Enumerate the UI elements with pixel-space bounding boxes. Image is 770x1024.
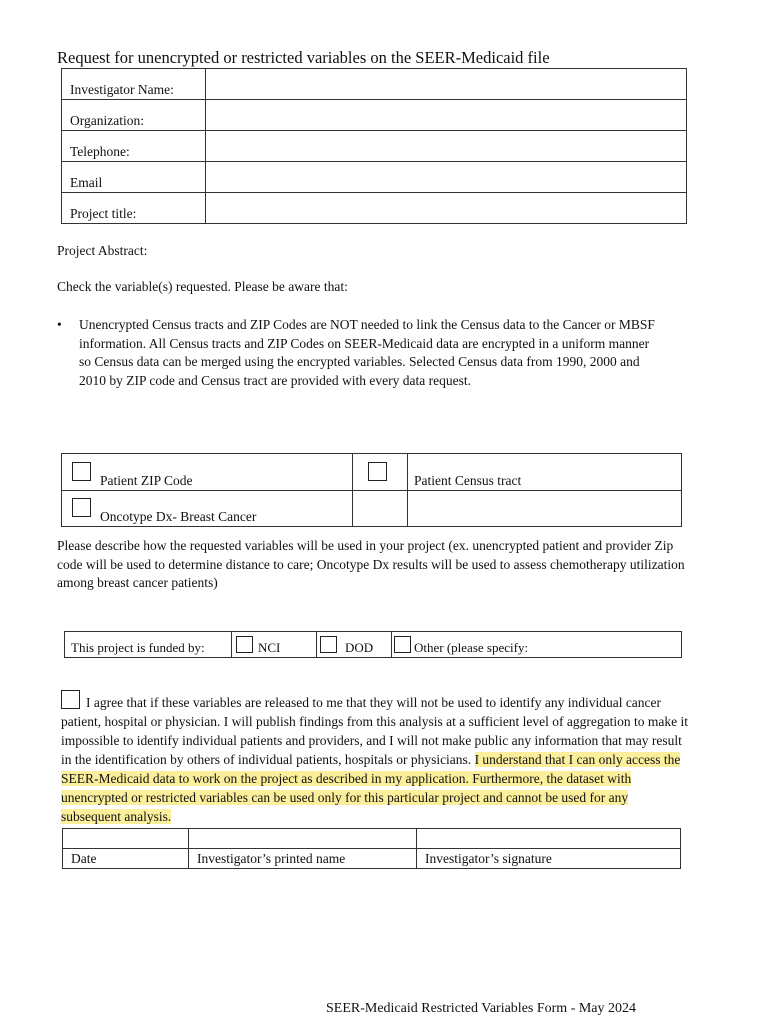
telephone-label: Telephone: — [62, 131, 206, 162]
organization-field[interactable] — [206, 100, 687, 131]
investigator-info-table — [61, 68, 687, 224]
dod-checkbox[interactable] — [320, 636, 337, 653]
variables-row-2 — [62, 491, 682, 527]
info-row-organization — [62, 100, 687, 131]
nci-label: NCI — [258, 640, 281, 655]
census-tract-checkbox[interactable] — [368, 462, 387, 481]
census-checkbox-cell — [353, 454, 408, 491]
email-label: Email — [62, 162, 206, 193]
agreement-statement — [61, 690, 691, 826]
empty-cell — [408, 491, 682, 527]
info-row-project-title — [62, 193, 687, 224]
investigator-name-field[interactable] — [206, 69, 687, 100]
printed-name-field[interactable] — [189, 829, 417, 849]
census-note — [57, 316, 677, 390]
check-instruction: Check the variable(s) requested. Please be aware that: — [57, 279, 348, 294]
signature-label-row — [63, 849, 681, 869]
signature-label: Investigator’s signature — [417, 849, 681, 869]
zip-code-cell — [62, 454, 353, 491]
signature-field[interactable] — [417, 829, 681, 849]
other-cell — [392, 632, 682, 658]
oncotype-label: Oncotype Dx- Breast Cancer — [100, 509, 257, 524]
zip-code-label: Patient ZIP Code — [100, 473, 193, 488]
variables-row-1 — [62, 454, 682, 491]
agreement-text: I agree that if these variables are released to me that they will not be used to identify any individual cancer patient, hospital or physician. I will publish findings from this analysis at a sufficient level of aggregation to make it impossible to identify individual patients and providers, and I will not make public any information that may result in the identification by others of individual patients, hospitals or physicians. — [61, 695, 688, 767]
agreement-highlighted-text: I understand that I can only access the SEER-Medicaid data to work on the project as described in my application. Furthermore, the dataset with unencrypted or restricted variables can be used only for this particular project and cannot be used for any subsequent analysis. — [61, 752, 681, 824]
investigator-name-label: Investigator Name: — [62, 69, 206, 100]
census-note-text: Unencrypted Census tracts and ZIP Codes are NOT needed to link the Census data to the Cancer or MBSF information. All Census tracts and ZIP Codes on SEER-Medicaid data are encrypted in a uniform manner so Census data can be merged using the encrypted variables. Selected Census data from 1990, 2000 and 2010 by ZIP code and Census tract are provided with every data request. — [79, 317, 655, 388]
agreement-checkbox[interactable] — [61, 690, 80, 709]
signature-table — [62, 828, 681, 869]
nci-checkbox[interactable] — [236, 636, 253, 653]
date-field[interactable] — [63, 829, 189, 849]
info-row-email — [62, 162, 687, 193]
nci-cell — [232, 632, 317, 658]
other-checkbox[interactable] — [394, 636, 411, 653]
dod-label: DOD — [345, 640, 374, 655]
project-title-field[interactable] — [206, 193, 687, 224]
date-label: Date — [63, 849, 189, 869]
signature-input-row — [63, 829, 681, 849]
funding-row — [65, 632, 682, 658]
dod-cell — [317, 632, 392, 658]
oncotype-cell — [62, 491, 353, 527]
bullet-icon: • — [57, 317, 62, 332]
zip-code-checkbox[interactable] — [72, 462, 91, 481]
project-abstract-label: Project Abstract: — [57, 243, 148, 258]
email-field[interactable] — [206, 162, 687, 193]
telephone-field[interactable] — [206, 131, 687, 162]
empty-cell — [353, 491, 408, 527]
page-footer: SEER-Medicaid Restricted Variables Form - May 2024 — [326, 1001, 637, 1016]
funding-table — [64, 631, 682, 658]
other-label: Other (please specify: — [414, 640, 529, 655]
organization-label: Organization: — [62, 100, 206, 131]
project-title-label: Project title: — [62, 193, 206, 224]
usage-description: Please describe how the requested variables will be used in your project (ex. unencrypted patient and provider Zip code will be used to determine distance to care; Oncotype Dx results will be used to assess chemotherapy utilization among breast cancer patients) — [57, 538, 685, 590]
printed-name-label: Investigator’s printed name — [189, 849, 417, 869]
funded-by-label: This project is funded by: — [65, 632, 232, 658]
info-row-telephone — [62, 131, 687, 162]
variables-table — [61, 453, 682, 527]
info-row-investigator-name — [62, 69, 687, 100]
oncotype-checkbox[interactable] — [72, 498, 91, 517]
form-title: Request for unencrypted or restricted variables on the SEER-Medicaid file — [57, 48, 550, 67]
census-tract-label: Patient Census tract — [408, 454, 682, 491]
